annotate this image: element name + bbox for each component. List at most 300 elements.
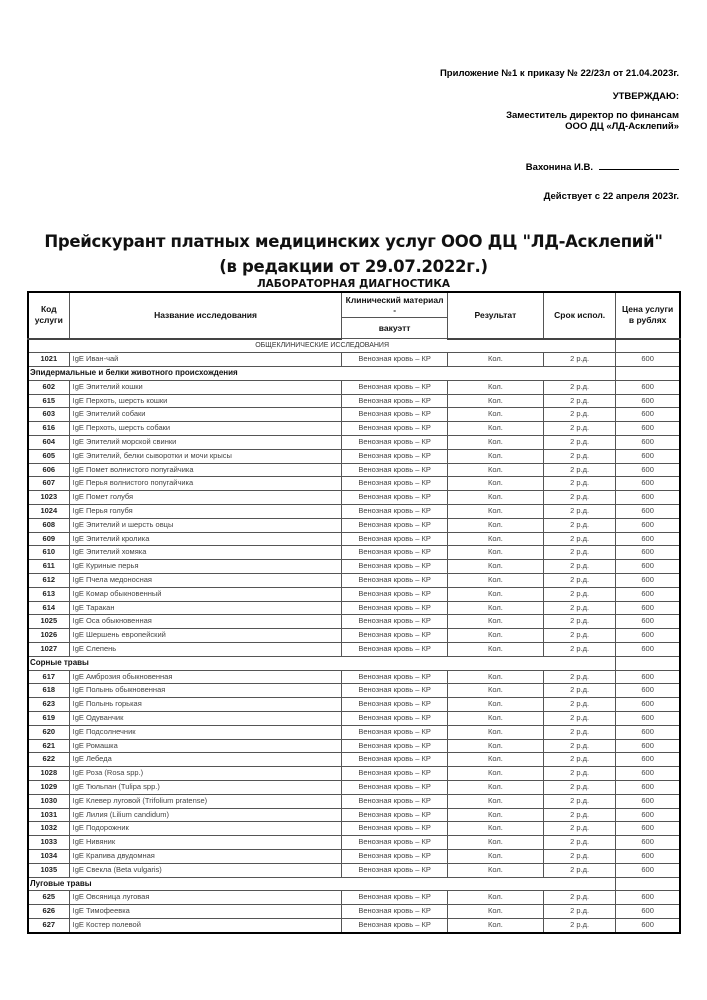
service-price: 600 (616, 560, 680, 574)
service-material: Венозная кровь – КР (342, 380, 447, 394)
group-header-row (28, 367, 680, 381)
table-row (28, 532, 680, 546)
service-material: Венозная кровь – КР (342, 725, 447, 739)
service-name: IgE Эпителий кошки (69, 380, 342, 394)
effective-date: Действует с 22 апреля 2023г. (543, 191, 679, 202)
service-price: 600 (616, 380, 680, 394)
service-material: Венозная кровь – КР (342, 422, 447, 436)
service-code: 1034 (28, 849, 69, 863)
service-name: IgE Крапива двудомная (69, 849, 342, 863)
service-term: 2 р.д. (544, 753, 616, 767)
service-name: IgE Полынь обыкновенная (69, 684, 342, 698)
service-term: 2 р.д. (544, 491, 616, 505)
table-row (28, 684, 680, 698)
service-material: Венозная кровь – КР (342, 491, 447, 505)
table-row (28, 629, 680, 643)
service-name: IgE Комар обыкновенный (69, 587, 342, 601)
service-material: Венозная кровь – КР (342, 546, 447, 560)
service-price: 600 (616, 518, 680, 532)
price-table (27, 291, 681, 934)
service-term: 2 р.д. (544, 629, 616, 643)
service-result: Кол. (447, 781, 543, 795)
blank-cell (616, 339, 680, 353)
service-term: 2 р.д. (544, 684, 616, 698)
service-term: 2 р.д. (544, 408, 616, 422)
service-term: 2 р.д. (544, 422, 616, 436)
service-result: Кол. (447, 601, 543, 615)
header-code: Код услуги (28, 292, 69, 339)
table-row (28, 767, 680, 781)
service-name: IgE Нивяник (69, 836, 342, 850)
service-term: 2 р.д. (544, 560, 616, 574)
table-row (28, 601, 680, 615)
signer-line (440, 160, 679, 173)
service-material: Венозная кровь – КР (342, 712, 447, 726)
service-code: 614 (28, 601, 69, 615)
service-name: IgE Роза (Rosa spp.) (69, 767, 342, 781)
service-material: Венозная кровь – КР (342, 449, 447, 463)
table-row (28, 905, 680, 919)
service-material: Венозная кровь – КР (342, 587, 447, 601)
service-price: 600 (616, 546, 680, 560)
service-code: 620 (28, 725, 69, 739)
section-label: ОБЩЕКЛИНИЧЕСКИЕ ИССЛЕДОВАНИЯ (28, 339, 616, 353)
service-code: 610 (28, 546, 69, 560)
service-price: 600 (616, 574, 680, 588)
service-result: Кол. (447, 767, 543, 781)
blank-cell (616, 877, 680, 891)
service-material: Венозная кровь – КР (342, 836, 447, 850)
header-price: Цена услуги в рублях (616, 292, 680, 339)
position-line-1: Заместитель директор по финансам (506, 110, 679, 121)
service-name: IgE Перхоть, шерсть кошки (69, 394, 342, 408)
service-code: 604 (28, 436, 69, 450)
table-row (28, 546, 680, 560)
service-material: Венозная кровь – КР (342, 574, 447, 588)
service-price: 600 (616, 684, 680, 698)
service-material: Венозная кровь – КР (342, 684, 447, 698)
service-price: 600 (616, 629, 680, 643)
service-result: Кол. (447, 449, 543, 463)
service-material: Венозная кровь – КР (342, 698, 447, 712)
service-price: 600 (616, 463, 680, 477)
table-row (28, 408, 680, 422)
table-row (28, 891, 680, 905)
service-name: IgE Помет волнистого попугайчика (69, 463, 342, 477)
service-price: 600 (616, 587, 680, 601)
service-material: Венозная кровь – КР (342, 891, 447, 905)
header-material-bottom: вакуэтт (342, 318, 447, 339)
service-term: 2 р.д. (544, 794, 616, 808)
section-row (28, 339, 680, 353)
service-term: 2 р.д. (544, 891, 616, 905)
table-row (28, 422, 680, 436)
service-price: 600 (616, 643, 680, 657)
service-term: 2 р.д. (544, 863, 616, 877)
table-row (28, 587, 680, 601)
service-name: IgE Полынь горькая (69, 698, 342, 712)
service-result: Кол. (447, 863, 543, 877)
service-material: Венозная кровь – КР (342, 822, 447, 836)
service-name: IgE Клевер луговой (Trifolium pratense) (69, 794, 342, 808)
service-term: 2 р.д. (544, 739, 616, 753)
service-material: Венозная кровь – КР (342, 753, 447, 767)
service-term: 2 р.д. (544, 353, 616, 367)
table-row (28, 739, 680, 753)
table-row (28, 822, 680, 836)
service-term: 2 р.д. (544, 615, 616, 629)
service-code: 625 (28, 891, 69, 905)
table-row (28, 491, 680, 505)
service-code: 1025 (28, 615, 69, 629)
table-row (28, 477, 680, 491)
service-result: Кол. (447, 436, 543, 450)
table-row (28, 436, 680, 450)
service-material: Венозная кровь – КР (342, 394, 447, 408)
service-price: 600 (616, 615, 680, 629)
service-material: Венозная кровь – КР (342, 518, 447, 532)
service-name: IgE Эпителий кролика (69, 532, 342, 546)
service-code: 611 (28, 560, 69, 574)
service-term: 2 р.д. (544, 712, 616, 726)
service-price: 600 (616, 918, 680, 932)
service-name: IgE Слепень (69, 643, 342, 657)
service-material: Венозная кровь – КР (342, 408, 447, 422)
service-material: Венозная кровь – КР (342, 601, 447, 615)
service-material: Венозная кровь – КР (342, 767, 447, 781)
appendix-line: Приложение №1 к приказу № 22/23л от 21.04.2023г. (439, 68, 679, 79)
table-row (28, 560, 680, 574)
table-row (28, 698, 680, 712)
table-row (28, 918, 680, 932)
blank-cell (616, 367, 680, 381)
service-code: 616 (28, 422, 69, 436)
service-price: 600 (616, 477, 680, 491)
service-term: 2 р.д. (544, 918, 616, 932)
service-result: Кол. (447, 794, 543, 808)
header-result: Результат (447, 292, 543, 339)
service-result: Кол. (447, 615, 543, 629)
service-name: IgE Эпителий, белки сыворотки и мочи крысы (69, 449, 342, 463)
service-name: IgE Тимофеевка (69, 905, 342, 919)
service-price: 600 (616, 449, 680, 463)
service-code: 623 (28, 698, 69, 712)
service-name: IgE Таракан (69, 601, 342, 615)
service-price: 600 (616, 725, 680, 739)
service-result: Кол. (447, 532, 543, 546)
service-price: 600 (616, 739, 680, 753)
group-header-row (28, 877, 680, 891)
service-term: 2 р.д. (544, 767, 616, 781)
service-term: 2 р.д. (544, 587, 616, 601)
service-term: 2 р.д. (544, 822, 616, 836)
service-result: Кол. (447, 477, 543, 491)
service-name: IgE Перхоть, шерсть собаки (69, 422, 342, 436)
service-term: 2 р.д. (544, 380, 616, 394)
service-result: Кол. (447, 698, 543, 712)
service-result: Кол. (447, 491, 543, 505)
header-material-top: Клинический материал - (342, 292, 447, 318)
service-material: Венозная кровь – КР (342, 643, 447, 657)
service-result: Кол. (447, 891, 543, 905)
service-price: 600 (616, 836, 680, 850)
service-price: 600 (616, 822, 680, 836)
signer-name: Вахонина И.В. (525, 162, 593, 173)
service-name: IgE Тюльпан (Tulipa spp.) (69, 781, 342, 795)
service-price: 600 (616, 753, 680, 767)
service-term: 2 р.д. (544, 849, 616, 863)
service-term: 2 р.д. (544, 643, 616, 657)
table-row (28, 643, 680, 657)
table-row (28, 808, 680, 822)
service-name: IgE Шершень европейский (69, 629, 342, 643)
service-code: 606 (28, 463, 69, 477)
service-name: IgE Одуванчик (69, 712, 342, 726)
service-name: IgE Оса обыкновенная (69, 615, 342, 629)
service-result: Кол. (447, 574, 543, 588)
service-result: Кол. (447, 505, 543, 519)
service-term: 2 р.д. (544, 698, 616, 712)
service-term: 2 р.д. (544, 546, 616, 560)
service-result: Кол. (447, 546, 543, 560)
service-material: Венозная кровь – КР (342, 353, 447, 367)
service-term: 2 р.д. (544, 505, 616, 519)
table-row (28, 849, 680, 863)
service-name: IgE Овсяница луговая (69, 891, 342, 905)
service-name: IgE Пчела медоносная (69, 574, 342, 588)
service-material: Венозная кровь – КР (342, 629, 447, 643)
service-code: 622 (28, 753, 69, 767)
section-title: ЛАБОРАТОРНАЯ ДИАГНОСТИКА (256, 278, 451, 290)
service-name: IgE Перья волнистого попугайчика (69, 477, 342, 491)
service-result: Кол. (447, 380, 543, 394)
service-code: 1023 (28, 491, 69, 505)
service-result: Кол. (447, 463, 543, 477)
group-label: Луговые травы (28, 877, 616, 891)
service-term: 2 р.д. (544, 449, 616, 463)
service-material: Венозная кровь – КР (342, 794, 447, 808)
service-result: Кол. (447, 643, 543, 657)
service-price: 600 (616, 849, 680, 863)
service-material: Венозная кровь – КР (342, 849, 447, 863)
service-code: 615 (28, 394, 69, 408)
service-name: IgE Иван-чай (69, 353, 342, 367)
service-code: 603 (28, 408, 69, 422)
service-name: IgE Помет голубя (69, 491, 342, 505)
service-result: Кол. (447, 712, 543, 726)
service-result: Кол. (447, 422, 543, 436)
service-result: Кол. (447, 408, 543, 422)
table-row (28, 794, 680, 808)
service-result: Кол. (447, 905, 543, 919)
service-price: 600 (616, 601, 680, 615)
service-material: Венозная кровь – КР (342, 905, 447, 919)
service-price: 600 (616, 712, 680, 726)
service-material: Венозная кровь – КР (342, 739, 447, 753)
service-name: IgE Эпителий хомяка (69, 546, 342, 560)
service-term: 2 р.д. (544, 781, 616, 795)
service-result: Кол. (447, 629, 543, 643)
service-name: IgE Подорожник (69, 822, 342, 836)
group-header-row (28, 656, 680, 670)
service-result: Кол. (447, 560, 543, 574)
service-code: 605 (28, 449, 69, 463)
service-result: Кол. (447, 394, 543, 408)
service-result: Кол. (447, 918, 543, 932)
service-material: Венозная кровь – КР (342, 463, 447, 477)
service-term: 2 р.д. (544, 532, 616, 546)
service-name: IgE Подсолнечник (69, 725, 342, 739)
service-code: 1028 (28, 767, 69, 781)
service-code: 617 (28, 670, 69, 684)
table-row (28, 725, 680, 739)
service-term: 2 р.д. (544, 518, 616, 532)
service-code: 607 (28, 477, 69, 491)
service-code: 1026 (28, 629, 69, 643)
page-title: Прейскурант платных медицинских услуг ООО ДЦ "ЛД-Асклепий" (44, 232, 663, 251)
service-name: IgE Эпителий морской свинки (69, 436, 342, 450)
service-code: 602 (28, 380, 69, 394)
service-name: IgE Амброзия обыкновенная (69, 670, 342, 684)
service-term: 2 р.д. (544, 725, 616, 739)
service-price: 600 (616, 505, 680, 519)
service-result: Кол. (447, 739, 543, 753)
group-label: Сорные травы (28, 656, 616, 670)
service-code: 618 (28, 684, 69, 698)
table-row (28, 449, 680, 463)
service-code: 626 (28, 905, 69, 919)
table-row (28, 574, 680, 588)
service-name: IgE Эпителий собаки (69, 408, 342, 422)
service-result: Кол. (447, 822, 543, 836)
service-code: 627 (28, 918, 69, 932)
service-result: Кол. (447, 684, 543, 698)
service-name: IgE Куриные перья (69, 560, 342, 574)
service-material: Венозная кровь – КР (342, 477, 447, 491)
service-price: 600 (616, 863, 680, 877)
service-code: 621 (28, 739, 69, 753)
header-term: Срок испол. (544, 292, 616, 339)
table-row (28, 353, 680, 367)
signature-line (599, 160, 679, 170)
service-name: IgE Лебеда (69, 753, 342, 767)
service-price: 600 (616, 670, 680, 684)
blank-cell (616, 656, 680, 670)
service-code: 608 (28, 518, 69, 532)
position-line-2: ООО ДЦ «ЛД-Асклепий» (565, 121, 679, 132)
service-code: 1035 (28, 863, 69, 877)
table-row (28, 781, 680, 795)
service-price: 600 (616, 491, 680, 505)
page-subtitle: (в редакции от 29.07.2022г.) (219, 257, 488, 276)
service-material: Венозная кровь – КР (342, 808, 447, 822)
service-term: 2 р.д. (544, 463, 616, 477)
service-material: Венозная кровь – КР (342, 781, 447, 795)
service-term: 2 р.д. (544, 394, 616, 408)
service-name: IgE Перья голубя (69, 505, 342, 519)
service-name: IgE Ромашка (69, 739, 342, 753)
service-material: Венозная кровь – КР (342, 505, 447, 519)
service-code: 1024 (28, 505, 69, 519)
table-row (28, 615, 680, 629)
service-code: 1029 (28, 781, 69, 795)
service-name: IgE Костер полевой (69, 918, 342, 932)
service-price: 600 (616, 781, 680, 795)
service-price: 600 (616, 905, 680, 919)
service-code: 1021 (28, 353, 69, 367)
service-material: Венозная кровь – КР (342, 670, 447, 684)
service-term: 2 р.д. (544, 836, 616, 850)
approve-label: УТВЕРЖДАЮ: (612, 91, 679, 102)
table-row (28, 505, 680, 519)
table-row (28, 836, 680, 850)
approval-block (440, 68, 679, 202)
service-price: 600 (616, 794, 680, 808)
service-result: Кол. (447, 753, 543, 767)
service-name: IgE Эпителий и шерсть овцы (69, 518, 342, 532)
service-material: Венозная кровь – КР (342, 615, 447, 629)
service-code: 1030 (28, 794, 69, 808)
table-row (28, 463, 680, 477)
service-name: IgE Лилия (Lilium candidum) (69, 808, 342, 822)
service-price: 600 (616, 436, 680, 450)
service-code: 1027 (28, 643, 69, 657)
table-row (28, 670, 680, 684)
service-price: 600 (616, 408, 680, 422)
service-code: 1032 (28, 822, 69, 836)
table-row (28, 712, 680, 726)
service-code: 609 (28, 532, 69, 546)
service-code: 1033 (28, 836, 69, 850)
service-result: Кол. (447, 518, 543, 532)
service-term: 2 р.д. (544, 477, 616, 491)
service-term: 2 р.д. (544, 574, 616, 588)
service-code: 613 (28, 587, 69, 601)
service-name: IgE Свекла (Beta vulgaris) (69, 863, 342, 877)
service-price: 600 (616, 698, 680, 712)
table-row (28, 863, 680, 877)
service-result: Кол. (447, 353, 543, 367)
service-material: Венозная кровь – КР (342, 560, 447, 574)
service-material: Венозная кровь – КР (342, 918, 447, 932)
header-name: Название исследования (69, 292, 342, 339)
service-term: 2 р.д. (544, 436, 616, 450)
service-term: 2 р.д. (544, 670, 616, 684)
service-result: Кол. (447, 849, 543, 863)
service-price: 600 (616, 394, 680, 408)
service-code: 1031 (28, 808, 69, 822)
service-result: Кол. (447, 725, 543, 739)
service-result: Кол. (447, 808, 543, 822)
service-result: Кол. (447, 587, 543, 601)
table-row (28, 380, 680, 394)
service-price: 600 (616, 532, 680, 546)
service-term: 2 р.д. (544, 808, 616, 822)
table-row (28, 753, 680, 767)
service-result: Кол. (447, 836, 543, 850)
service-term: 2 р.д. (544, 905, 616, 919)
service-price: 600 (616, 808, 680, 822)
service-price: 600 (616, 891, 680, 905)
service-code: 619 (28, 712, 69, 726)
service-material: Венозная кровь – КР (342, 863, 447, 877)
table-row (28, 394, 680, 408)
service-material: Венозная кровь – КР (342, 436, 447, 450)
service-price: 600 (616, 422, 680, 436)
service-result: Кол. (447, 670, 543, 684)
table-row (28, 518, 680, 532)
service-material: Венозная кровь – КР (342, 532, 447, 546)
